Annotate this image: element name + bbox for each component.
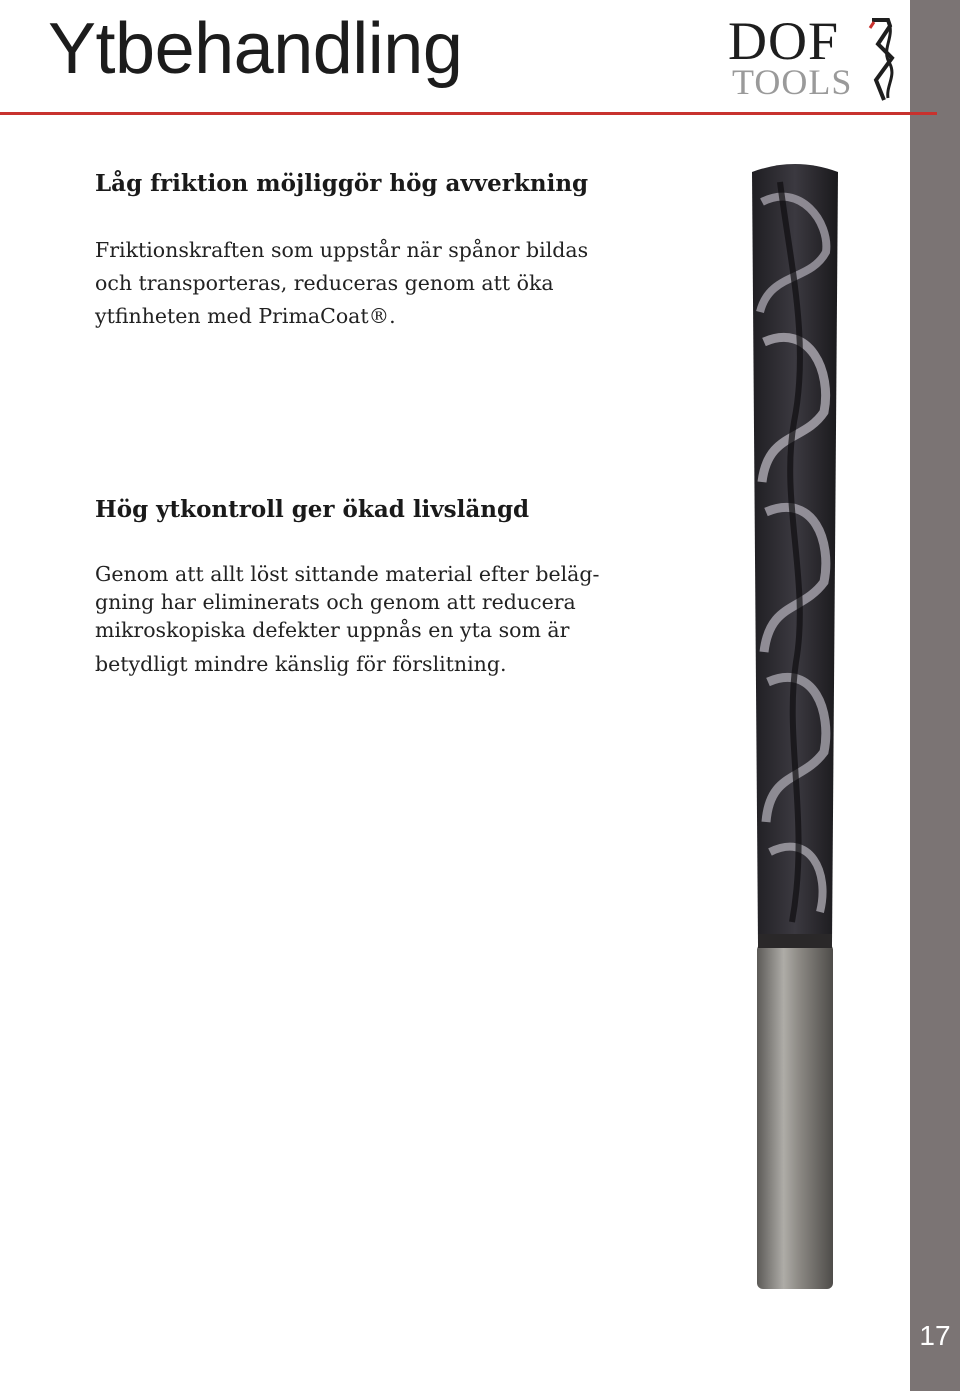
paragraph-line: Genom att allt löst sittande material efter beläg- bbox=[95, 562, 600, 586]
drill-logo-icon bbox=[866, 18, 900, 102]
side-bar bbox=[910, 0, 960, 1391]
paragraph-line: ytfinheten med PrimaCoat®. bbox=[95, 304, 396, 328]
drill-bit-image bbox=[740, 162, 850, 1297]
paragraph-line: Friktionskraften som uppstår när spånor bildas bbox=[95, 238, 589, 262]
section-heading: Hög ytkontroll ger ökad livslängd bbox=[95, 496, 530, 523]
paragraph-line: betydligt mindre känslig för förslitning. bbox=[95, 652, 507, 676]
logo-text-dof: DOF bbox=[728, 11, 840, 71]
paragraph-line: mikroskopiska defekter uppnås en yta som är bbox=[95, 618, 570, 642]
page-number: 17 bbox=[919, 1320, 951, 1351]
title-underline bbox=[0, 112, 937, 115]
section-paragraph bbox=[95, 560, 655, 678]
section-paragraph bbox=[95, 235, 655, 331]
section-heading: Låg friktion möjliggör hög avverkning bbox=[95, 170, 589, 197]
logo-text-tools: TOOLS bbox=[732, 62, 853, 102]
page-title: Ytbehandling bbox=[48, 9, 463, 89]
paragraph-line: gning har eliminerats och genom att reducera bbox=[95, 590, 576, 614]
paragraph-line: och transporteras, reduceras genom att öka bbox=[95, 271, 554, 295]
dof-tools-logo bbox=[728, 11, 906, 104]
